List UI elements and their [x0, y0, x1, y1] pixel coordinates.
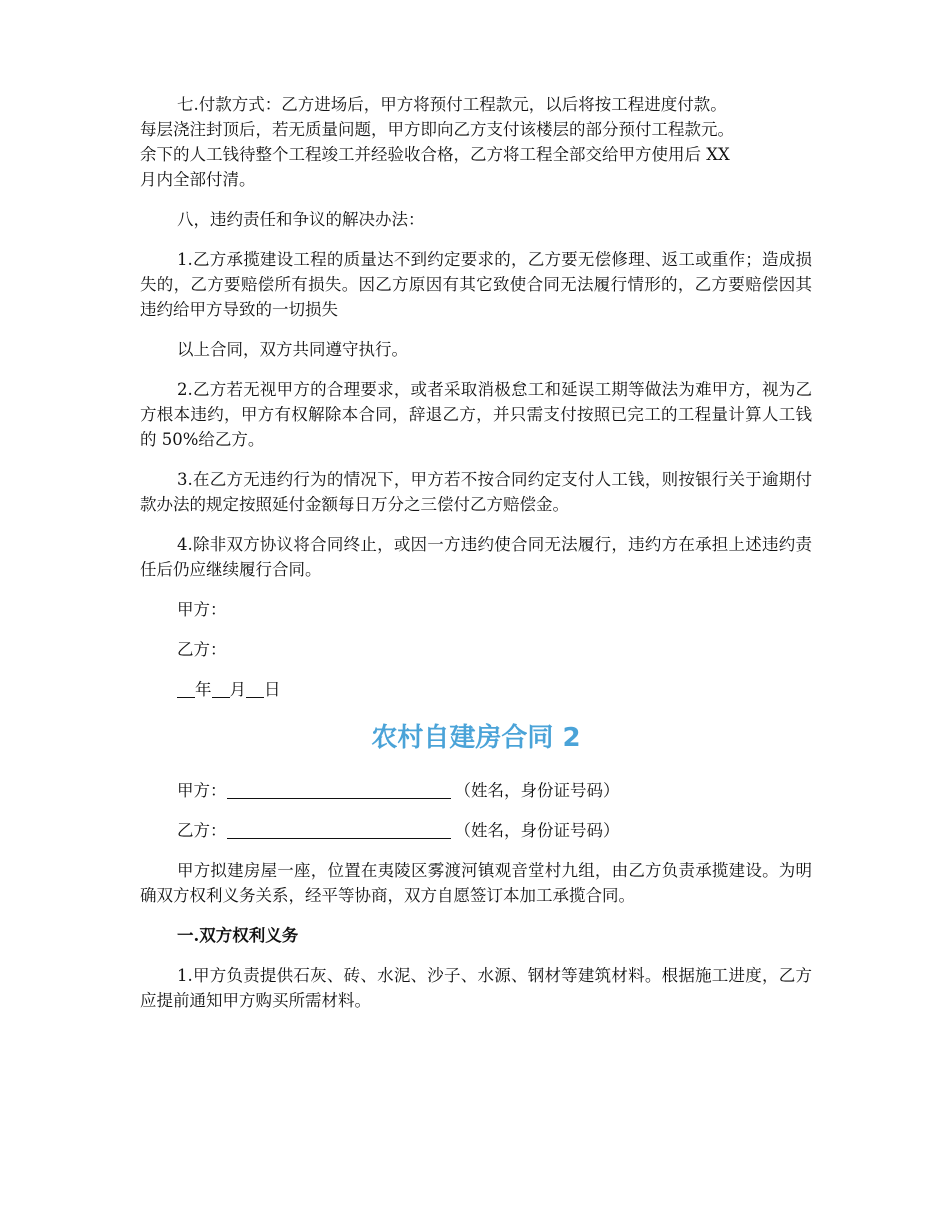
party-b-line: [140, 818, 812, 843]
year-blank: [177, 679, 195, 698]
payment-terms-line-2: 每层浇注封顶后，若无质量问题，甲方即向乙方支付该楼层的部分预付工程款元。: [140, 120, 734, 139]
liability-item-4: 4.除非双方协议将合同终止，或因一方违约使合同无法履行，违约方在承担上述违约责任后仍应继续履行合同。: [140, 535, 812, 579]
party-a-id-note: （姓名，身份证号码）: [454, 781, 620, 800]
contract-title: 农村自建房合同 2: [371, 723, 581, 753]
party-b-label: 乙方：: [177, 821, 227, 840]
payment-terms-line-1: 七.付款方式：乙方进场后，甲方将预付工程款元，以后将按工程进度付款。: [177, 95, 727, 114]
signature-date: [140, 677, 812, 702]
contract-intro: 甲方拟建房屋一座，位置在夷陵区雾渡河镇观音堂村九组，由乙方负责承揽建设。为明确双方权利义务关系，经平等协商，双方自愿签订本加工承揽合同。: [140, 861, 812, 905]
month-label: 月: [229, 680, 246, 699]
day-blank: [246, 679, 264, 698]
rights-obligations-heading: 一.双方权利义务: [177, 926, 299, 945]
liability-item-2: 2.乙方若无视甲方的合理要求，或者采取消极怠工和延误工期等做法为难甲方，视为乙方根本违约，甲方有权解除本合同，辞退乙方，并只需支付按照已完工的工程量计算人工钱的 50%给乙方。: [140, 380, 812, 449]
payment-terms-paragraph: [140, 92, 812, 192]
liability-item-3: 3.在乙方无违约行为的情况下，甲方若不按合同约定支付人工钱，则按银行关于逾期付款办法的规定按照延付金额每日万分之三偿付乙方赔偿金。: [140, 470, 812, 514]
party-a-line: [140, 778, 812, 803]
day-label: 日: [264, 680, 281, 699]
payment-terms-line-4: 月内全部付清。: [140, 170, 256, 189]
year-label: 年: [195, 680, 212, 699]
signature-party-a: 甲方：: [177, 600, 227, 619]
compliance-note: 以上合同，双方共同遵守执行。: [177, 340, 408, 359]
liability-item-1: 1.乙方承揽建设工程的质量达不到约定要求的，乙方要无偿修理、返工或重作；造成损失的，乙方要赔偿所有损失。因乙方原因有其它致使合同无法履行情形的，乙方要赔偿因其违约给甲方导致的一切损失: [140, 250, 812, 319]
party-a-label: 甲方：: [177, 781, 227, 800]
payment-terms-line-3: 余下的人工钱待整个工程竣工并经验收合格，乙方将工程全部交给甲方使用后 XX: [140, 145, 730, 164]
party-a-blank: [227, 780, 451, 799]
month-blank: [212, 679, 230, 698]
party-b-id-note: （姓名，身份证号码）: [454, 821, 620, 840]
signature-party-b: 乙方：: [177, 640, 227, 659]
materials-clause: 1.甲方负责提供石灰、砖、水泥、沙子、水源、钢材等建筑材料。根据施工进度，乙方应提前通知甲方购买所需材料。: [140, 966, 812, 1010]
party-b-blank: [227, 820, 451, 839]
liability-heading: 八，违约责任和争议的解决办法：: [177, 210, 425, 229]
document-page: [140, 92, 812, 1028]
